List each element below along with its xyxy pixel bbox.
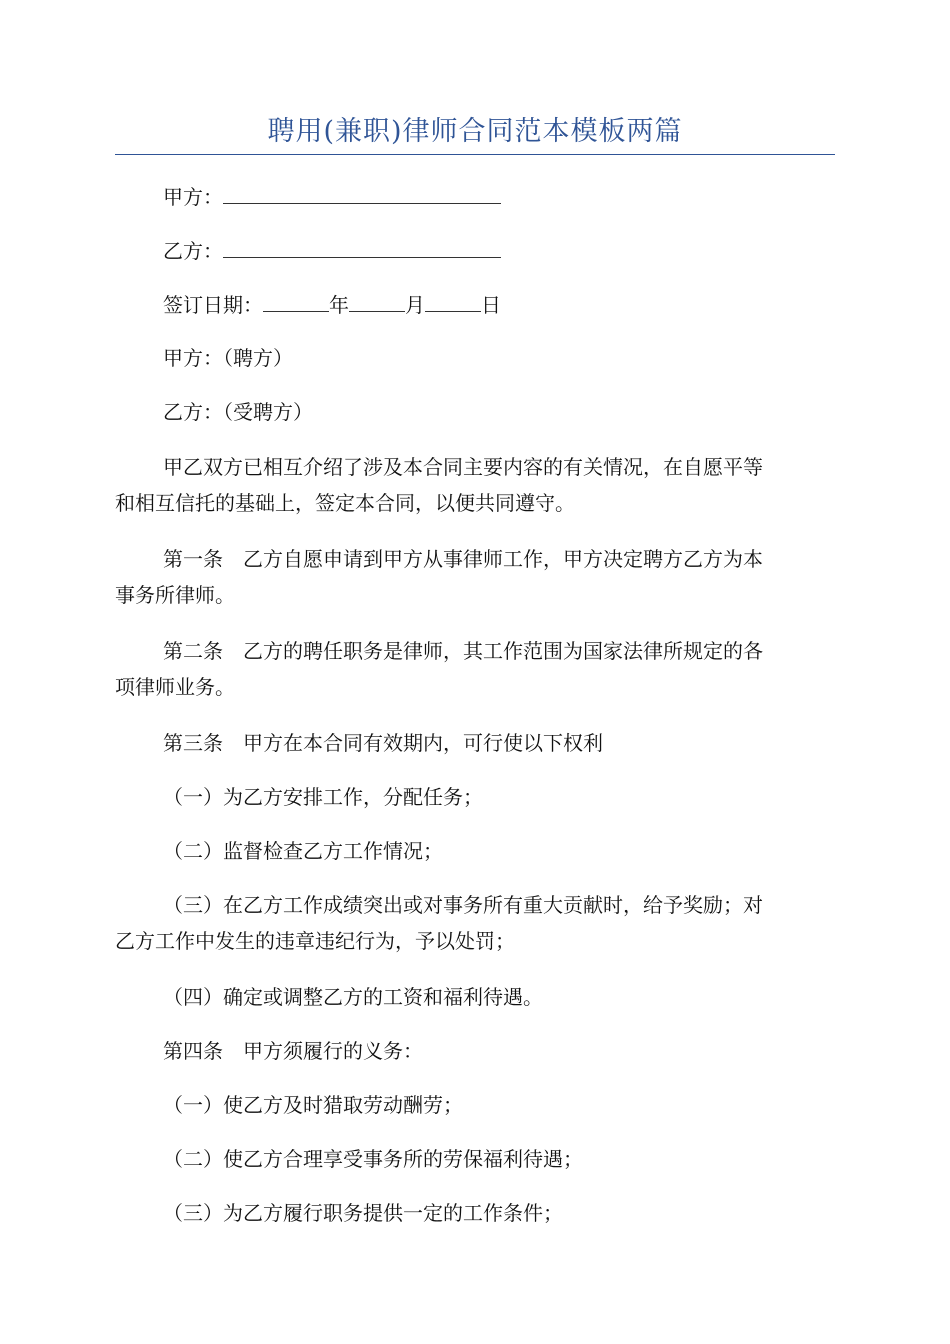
paragraph-line: （四）确定或调整乙方的工资和福利待遇。 <box>163 985 543 1009</box>
document-title: 聘用(兼职)律师合同范本模板两篇 <box>267 116 683 147</box>
party-b-label: 乙方： <box>163 239 223 263</box>
paragraph-line: （一）为乙方安排工作，分配任务； <box>163 785 483 809</box>
sign-month-blank[interactable] <box>349 289 405 312</box>
sign-year-label: 年 <box>329 293 349 317</box>
party-b-role: 乙方：（受聘方） <box>163 400 313 424</box>
sign-month-label: 月 <box>405 293 425 317</box>
sign-date-label: 签订日期： <box>163 293 263 317</box>
party-b-blank[interactable] <box>223 235 501 258</box>
paragraph-line: （三）在乙方工作成绩突出或对事务所有重大贡献时，给予奖励；对 <box>163 893 763 917</box>
party-a-role: 甲方：（聘方） <box>163 346 293 370</box>
paragraph-line: 乙方工作中发生的违章违纪行为，予以处罚； <box>115 929 515 953</box>
sign-year-blank[interactable] <box>263 289 329 312</box>
paragraph-line: 第二条 乙方的聘任职务是律师，其工作范围为国家法律所规定的各 <box>163 639 763 663</box>
sign-day-blank[interactable] <box>425 289 481 312</box>
paragraph-line: 事务所律师。 <box>115 583 235 607</box>
paragraph-line: 第四条 甲方须履行的义务： <box>163 1039 423 1063</box>
sign-date-line <box>163 288 835 322</box>
paragraph-line: （一）使乙方及时猎取劳动酬劳； <box>163 1093 463 1117</box>
paragraph-line: （二）监督检查乙方工作情况； <box>163 839 443 863</box>
paragraph-line: （二）使乙方合理享受事务所的劳保福利待遇； <box>163 1147 583 1171</box>
paragraph-line: （三）为乙方履行职务提供一定的工作条件； <box>163 1201 563 1225</box>
paragraph-line: 第三条 甲方在本合同有效期内，可行使以下权利 <box>163 731 603 755</box>
paragraph-line: 甲乙双方已相互介绍了涉及本合同主要内容的有关情况，在自愿平等 <box>163 455 763 479</box>
paragraph-line: 和相互信托的基础上，签定本合同，以便共同遵守。 <box>115 491 575 515</box>
party-a-blank[interactable] <box>223 181 501 204</box>
title-underline <box>115 154 835 155</box>
paragraph-line: 第一条 乙方自愿申请到甲方从事律师工作，甲方决定聘方乙方为本 <box>163 547 763 571</box>
party-b-line <box>163 234 835 268</box>
paragraph-line: 项律师业务。 <box>115 675 235 699</box>
party-a-label: 甲方： <box>163 185 223 209</box>
party-a-line <box>163 180 835 214</box>
sign-day-label: 日 <box>481 293 501 317</box>
